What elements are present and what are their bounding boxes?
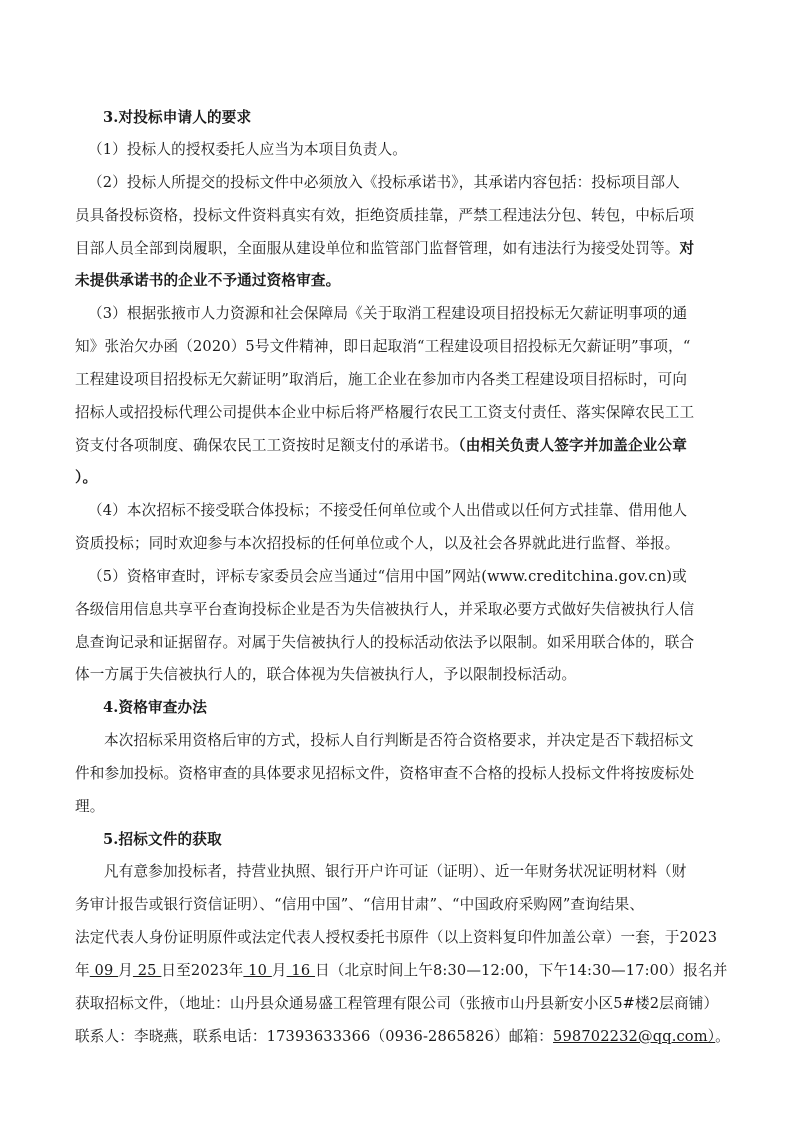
sec4-p-line2: 件和参加投标。资格审查的具体要求见招标文件，资格审查不合格的投标人投标文件将按废标处 bbox=[75, 765, 695, 782]
sec3-p4-line2: 资质投标；同时欢迎参与本次招投标的任何单位或个人，以及社会各界就此进行监督、举报。 bbox=[75, 535, 680, 552]
sec3-p3-line4: 招标人或招投标代理公司提供本企业中标后将严格履行农民工工资支付责任、落实保障农民工工 bbox=[75, 404, 695, 421]
section-4-heading: 4.资格审查办法 bbox=[103, 699, 207, 716]
sec5-p-line2: 务审计报告或银行资信证明）、“信用中国”、“信用甘肃”、“中国政府采购网”查询结果、 bbox=[75, 896, 645, 913]
sec3-p5-line2: 各级信用信息共享平台查询投标企业是否为失信被执行人，并采取必要方式做好失信被执行人信 bbox=[75, 601, 695, 618]
sec5-p-line1: 凡有意参加投标者，持营业执照、银行开户许可证（证明）、近一年财务状况证明材料（财 bbox=[104, 863, 687, 880]
sec3-p3-bold-end: ）。 bbox=[75, 469, 98, 486]
sec3-p2-line2: 员具备投标资格，投标文件资料真实有效，拒绝资质挂靠，严禁工程违法分包、转包，中标后项 bbox=[75, 207, 695, 224]
sec3-p3-line3: 工程建设项目招投标无欠薪证明”取消后，施工企业在参加市内各类工程建设项目招标时，可向 bbox=[75, 371, 688, 388]
sec5-address-line: 获取招标文件，（地址：山丹县众通易盛工程管理有限公司（张掖市山丹县新安小区5#楼2层商铺） bbox=[75, 995, 719, 1012]
sec3-p3-line1: （3）根据张掖市人力资源和社会保障局《关于取消工程建设项目招投标无欠薪证明事项的通 bbox=[88, 305, 688, 322]
start-month: 09 bbox=[89, 962, 119, 979]
sec3-p3-line2: 知》张治欠办函（2020）5号文件精神，即日起取消“工程建设项目招投标无欠薪证明”事项，“ bbox=[75, 338, 691, 355]
sec3-p2-bold-start: 对 bbox=[679, 240, 695, 257]
date-text-hours: 日（北京时间上午8:30—12:00，下午14:30—17:00）报名并 bbox=[315, 962, 728, 979]
sec3-p5-line4: 体一方属于失信被执行人的，联合体视为失信被执行人，予以限制投标活动。 bbox=[75, 666, 577, 683]
sec3-p3-line5-text: 资支付各项制度、确保农民工工资按时足额支付的承诺书。 bbox=[75, 437, 459, 454]
sec4-p-line3: 理。 bbox=[75, 798, 105, 815]
date-text-year: 年 bbox=[75, 962, 90, 979]
date-text-to: 日至2023年 bbox=[161, 962, 244, 979]
date-text-month-2: 月 bbox=[271, 962, 287, 979]
date-text-month: 月 bbox=[118, 962, 133, 979]
sec5-p-line3: 法定代表人身份证明原件或法定代表人授权委托书原件（以上资料复印件加盖公章）一套，于2023 bbox=[75, 929, 718, 946]
sec3-p3-line5 bbox=[75, 436, 715, 456]
sec3-p2-line3-text: 目部人员全部到岗履职，全面服从建设单位和监管部门监督管理，如有违法行为接受处罚等。 bbox=[75, 240, 680, 257]
end-month: 10 bbox=[243, 962, 272, 979]
start-day: 25 bbox=[132, 962, 162, 979]
sec3-p2-bold-line: 未提供承诺书的企业不予通过资格审查。 bbox=[75, 272, 341, 289]
end-day: 16 bbox=[286, 962, 316, 979]
contact-text: 联系人：李晓燕，联系电话：17393633366（0936-2865826）邮箱： bbox=[75, 1028, 554, 1045]
sec3-p2-line3 bbox=[75, 239, 715, 259]
sec5-date-line bbox=[75, 961, 728, 981]
sec5-contact-line bbox=[75, 1027, 730, 1047]
contact-end: 。 bbox=[715, 1028, 730, 1045]
sec3-p5-line3: 息查询记录和证据留存。对属于失信被执行人的投标活动依法予以限制。如采用联合体的，联合 bbox=[75, 634, 695, 651]
contact-email[interactable]: 598702232@qq.com） bbox=[553, 1028, 716, 1045]
sec4-p-line1: 本次招标采用资格后审的方式，投标人自行判断是否符合资格要求，并决定是否下载招标文 bbox=[104, 732, 694, 749]
sec3-p5-line1: （5）资格审查时，评标专家委员会应当通过“信用中国”网站(www.creditchina.gov.cn)或 bbox=[88, 568, 687, 585]
section-5-heading: 5.招标文件的获取 bbox=[103, 831, 222, 848]
section-3-heading: 3.对投标申请人的要求 bbox=[103, 109, 252, 126]
sec3-p3-bold-note: （由相关负责人签字并加盖企业公章 bbox=[458, 437, 687, 454]
sec3-p4-line1: （4）本次招标不接受联合体投标；不接受任何单位或个人出借或以任何方式挂靠、借用他人 bbox=[88, 502, 688, 519]
sec3-p1: （1）投标人的授权委托人应当为本项目负责人。 bbox=[88, 141, 408, 158]
sec3-p2-line1: （2）投标人所提交的投标文件中必须放入《投标承诺书》，其承诺内容包括：投标项目部人 bbox=[88, 174, 680, 191]
